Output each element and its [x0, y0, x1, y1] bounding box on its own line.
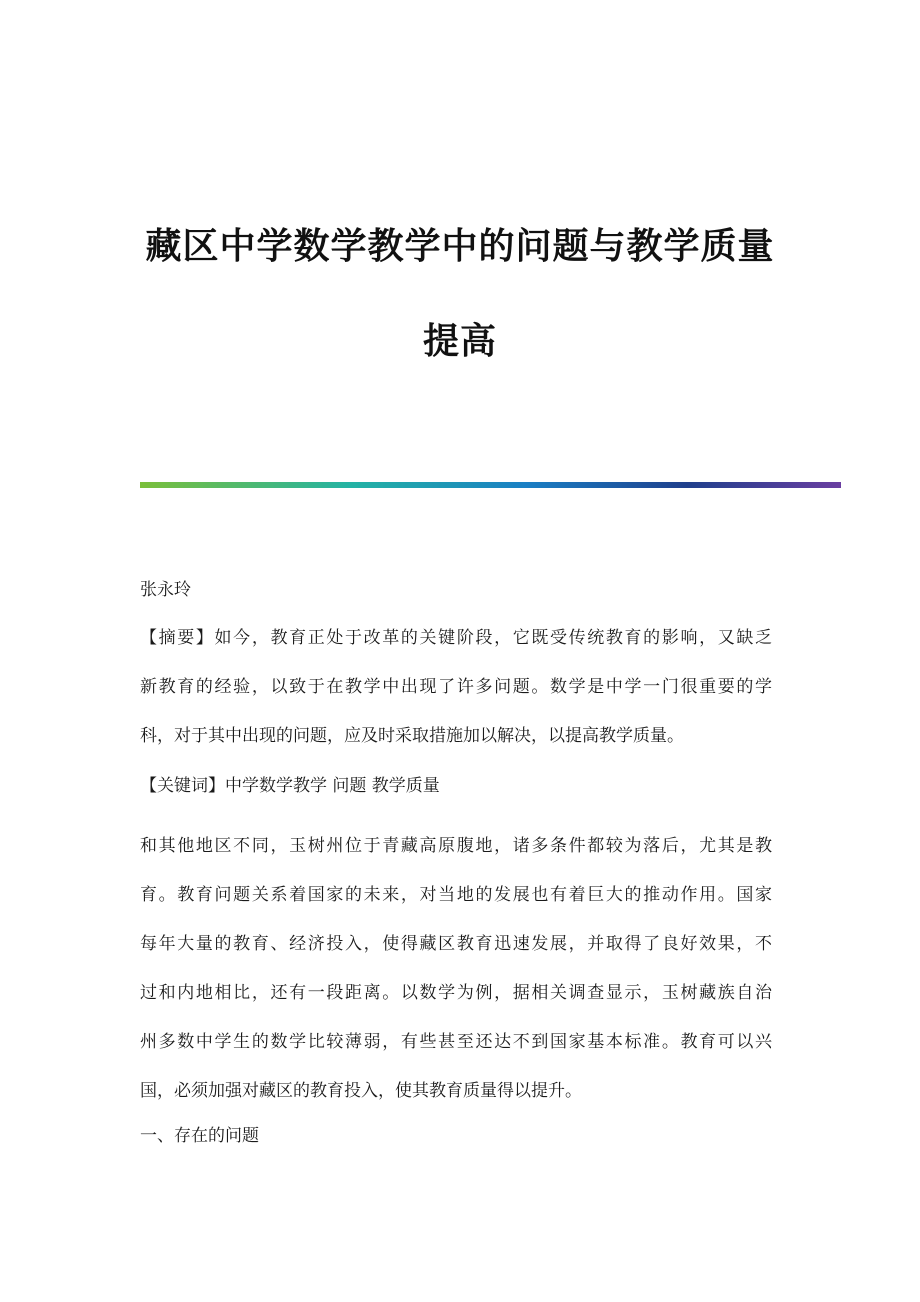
abstract-line: 科，对于其中出现的问题，应及时采取措施加以解决，以提高教学质量。	[140, 726, 684, 746]
paragraph-line: 过和内地相比，还有一段距离。以数学为例，据相关调查显示，玉树藏族自治	[140, 983, 772, 1003]
abstract-line: 新教育的经验，以致于在教学中出现了许多问题。数学是中学一门很重要的学	[140, 677, 772, 697]
author-name: 张永玲	[140, 580, 191, 600]
paragraph-line: 育。教育问题关系着国家的未来，对当地的发展也有着巨大的推动作用。国家	[140, 885, 772, 905]
section-heading: 一、存在的问题	[140, 1126, 259, 1146]
gradient-divider	[140, 482, 841, 488]
paragraph-line: 和其他地区不同，玉树州位于青藏高原腹地，诸多条件都较为落后，尤其是教	[140, 836, 772, 856]
paragraph	[140, 822, 772, 1116]
keywords: 【关键词】中学数学教学 问题 教学质量	[140, 776, 440, 796]
document-title-line-1: 藏区中学数学教学中的问题与教学质量	[145, 226, 775, 267]
paragraph-line: 每年大量的教育、经济投入，使得藏区教育迅速发展，并取得了良好效果，不	[140, 934, 772, 954]
paragraph-line: 州多数中学生的数学比较薄弱，有些甚至还达不到国家基本标准。教育可以兴	[140, 1032, 772, 1052]
paragraph-line: 国，必须加强对藏区的教育投入，使其教育质量得以提升。	[140, 1081, 582, 1101]
abstract	[140, 614, 772, 761]
abstract-line: 【摘要】如今，教育正处于改革的关键阶段，它既受传统教育的影响，又缺乏	[140, 628, 772, 648]
document-title-line-2: 提高	[422, 321, 497, 362]
